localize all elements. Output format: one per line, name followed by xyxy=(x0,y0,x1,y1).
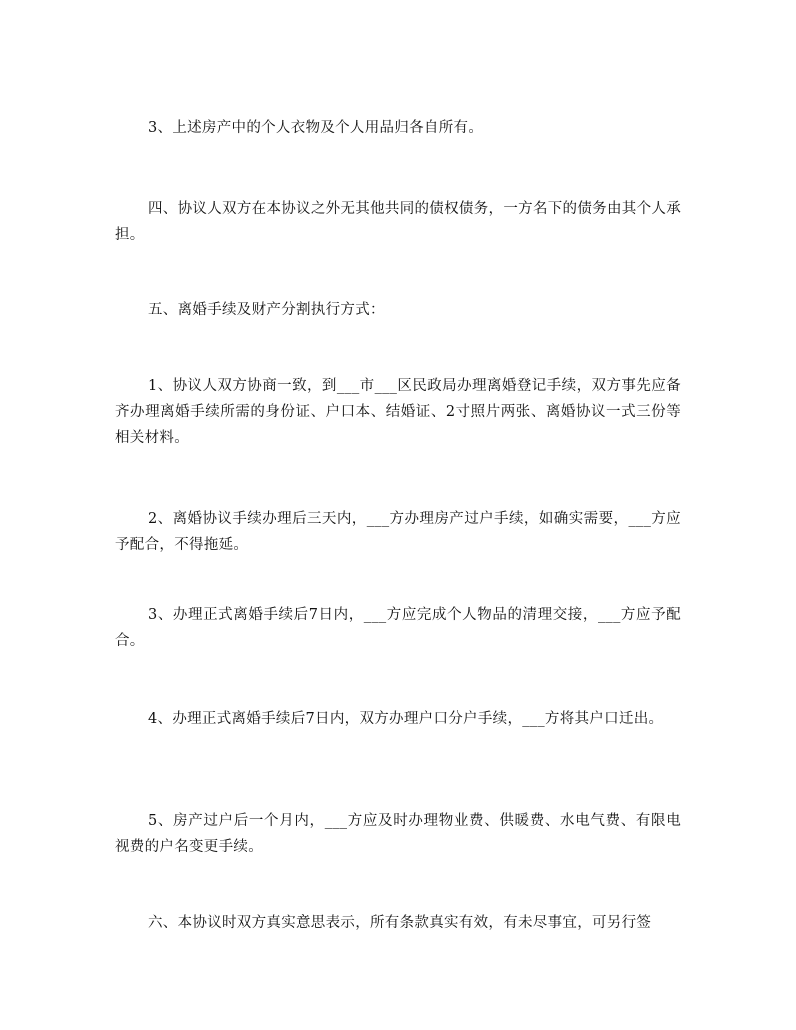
paragraph-belongings-handover: 3、办理正式离婚手续后7日内，___方应完成个人物品的清理交接，___方应予配合。 xyxy=(115,607,681,649)
section-heading-procedures: 五、离婚手续及财产分割执行方式： xyxy=(148,302,385,318)
paragraph-debts: 四、协议人双方在本协议之外无其他共同的债权债务，一方名下的债务由其个人承担。 xyxy=(115,201,681,243)
paragraph-property-transfer: 2、离婚协议手续办理后三天内，___方办理房产过户手续，如确实需要，___方应予配合，不得拖延。 xyxy=(115,511,681,553)
paragraph-household-registration: 4、办理正式离婚手续后7日内，双方办理户口分户手续，___方将其户口迁出。 xyxy=(148,711,664,727)
paragraph-agreement-validity: 六、本协议时双方真实意思表示，所有条款真实有效，有未尽事宜，可另行签 xyxy=(148,915,652,931)
paragraph-personal-belongings: 3、上述房产中的个人衣物及个人用品归各自所有。 xyxy=(148,120,484,136)
paragraph-utility-transfer: 5、房产过户后一个月内，___方应及时办理物业费、供暖费、水电气费、有限电视费的户名变更手续。 xyxy=(115,813,681,855)
paragraph-registration: 1、协议人双方协商一致，到___市___区民政局办理离婚登记手续，双方事先应备齐办理离婚手续所需的身份证、户口本、结婚证、2寸照片两张、离婚协议一式三份等相关材料。 xyxy=(115,378,681,446)
